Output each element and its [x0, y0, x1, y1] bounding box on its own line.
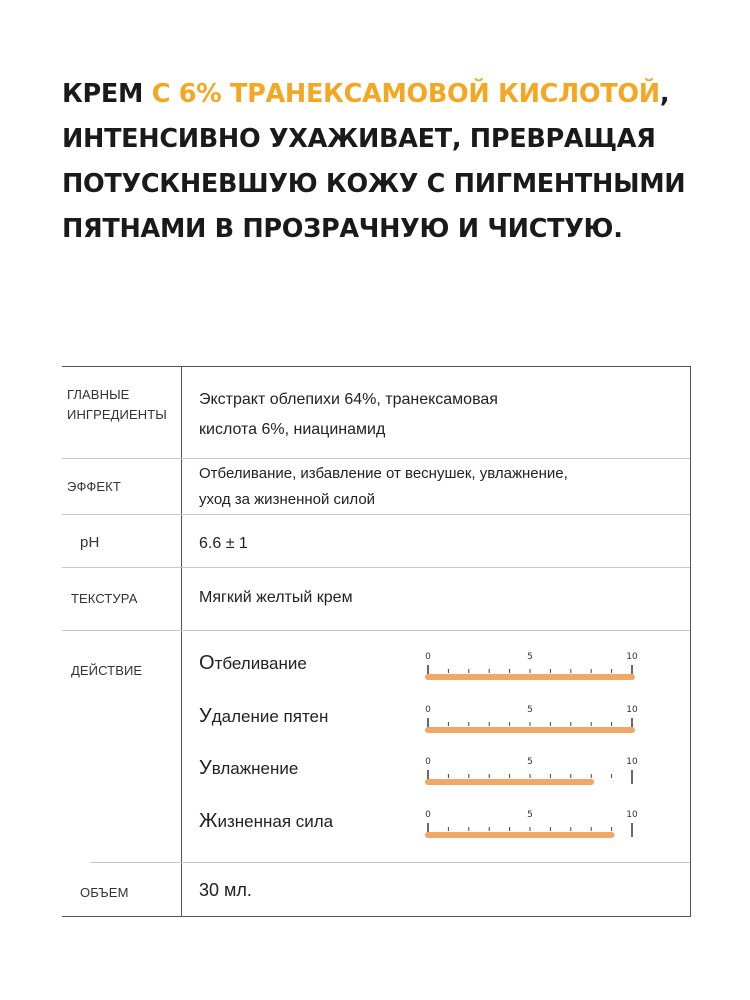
scale-tick-label: 0: [425, 757, 431, 767]
headline-accent: С 6% ТРАНЕКСАМОВОЙ КИСЛОТОЙ: [151, 79, 660, 109]
effect-value: Отбеливание, избавление от веснушек, увлажнение, уход за жизненной силой: [199, 465, 568, 508]
ph-value: 6.6 ± 1: [199, 535, 248, 552]
row-separator: [62, 630, 690, 631]
volume-value: 30 мл.: [199, 880, 252, 900]
level-scale-svg: [424, 807, 636, 852]
scale-tick-label: 10: [626, 705, 638, 715]
row-separator: [62, 567, 690, 568]
level-scale-svg: [424, 702, 636, 747]
action-scale-moisturizing: [424, 754, 636, 799]
action-scale-vitality: [424, 807, 636, 852]
level-scale-svg: [424, 649, 636, 694]
effect-label: ЭФФЕКТ: [67, 479, 121, 494]
scale-tick-label: 0: [425, 705, 431, 715]
scale-tick-label: 10: [626, 810, 638, 820]
headline-line-3: ПОТУСКНЕВШУЮ КОЖУ С ПИГМЕНТНЫМИ: [62, 169, 686, 199]
scale-tick-label: 5: [527, 810, 533, 820]
ingredients-label: ГЛАВНЫЕ ИНГРЕДИЕНТЫ: [67, 387, 167, 422]
scale-tick-label: 5: [527, 757, 533, 767]
headline-line-1: КРЕМ С 6% ТРАНЕКСАМОВОЙ КИСЛОТОЙ,: [62, 79, 670, 109]
row-separator: [90, 862, 690, 863]
table-divider: [181, 367, 182, 916]
headline-line-2: ИНТЕНСИВНО УХАЖИВАЕТ, ПРЕВРАЩАЯ: [62, 124, 656, 154]
scale-tick-label: 5: [527, 652, 533, 662]
action-label: ДЕЙСТВИЕ: [71, 663, 143, 678]
action-item-moisturizing: Увлажнение: [199, 757, 299, 779]
scale-tick-label: 0: [425, 810, 431, 820]
scale-tick-label: 10: [626, 757, 638, 767]
texture-label: ТЕКСТУРА: [71, 591, 138, 606]
action-item-whitening: Отбеливание: [199, 652, 307, 674]
action-scale-whitening: [424, 649, 636, 694]
action-scale-spot-removal: [424, 702, 636, 747]
action-item-vitality: Жизненная сила: [199, 810, 334, 832]
scale-tick-label: 10: [626, 652, 638, 662]
row-separator: [62, 514, 690, 515]
texture-value: Мягкий желтый крем: [199, 589, 353, 606]
volume-label: ОБЪЕМ: [80, 885, 129, 900]
action-item-spot-removal: Удаление пятен: [199, 705, 329, 727]
ph-label: pH: [80, 534, 100, 551]
spec-table: [62, 366, 691, 917]
headline: [62, 72, 702, 252]
ingredients-value: Экстракт облепихи 64%, транексамовая кислота 6%, ниацинамид: [199, 391, 498, 438]
level-scale-svg: [424, 754, 636, 799]
scale-tick-label: 5: [527, 705, 533, 715]
headline-line-4: ПЯТНАМИ В ПРОЗРАЧНУЮ И ЧИСТУЮ.: [62, 214, 623, 244]
scale-tick-label: 0: [425, 652, 431, 662]
